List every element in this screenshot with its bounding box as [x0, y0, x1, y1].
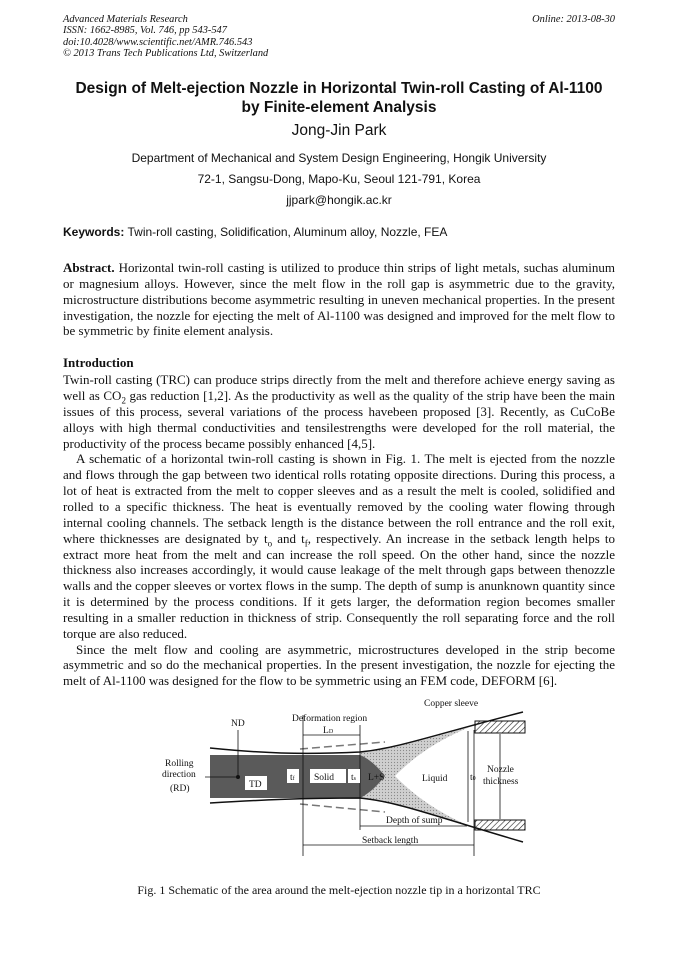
keywords-label: Keywords:	[63, 225, 125, 239]
label-thickness: thickness	[483, 777, 519, 788]
label-direction: direction	[162, 770, 196, 781]
text: gas reduction [1,2]. As the productivity as well as the quality of the strip have been the main issues of this process, several variations of the process havebeen proposed [3]. Recently, as CuCoBe alloys with high thermal conductivities and tensilestrengths were developed for the roll material, the productivity of the process became possibly enhanced [4,5].	[63, 388, 615, 451]
paper-title	[0, 80, 678, 117]
text: and t	[272, 530, 305, 546]
label-ts: ts	[351, 773, 356, 784]
online-date: Online: 2013-08-30	[532, 14, 615, 25]
label-l-plus-s: L+S	[368, 773, 385, 784]
intro-paragraph-2	[63, 451, 615, 641]
page-content	[0, 80, 678, 898]
subscript: 2	[121, 395, 126, 406]
label-liquid: Liquid	[422, 774, 448, 785]
subscript: f	[304, 538, 308, 549]
journal-meta	[63, 14, 268, 60]
affiliation: Department of Mechanical and System Design Engineering, Hongik University	[131, 151, 547, 165]
label-td: TD	[249, 780, 262, 791]
intro-paragraph-1	[63, 372, 615, 451]
copyright: © 2013 Trans Tech Publications Ltd, Switzerland	[63, 48, 269, 60]
author: Jong-Jin Park	[291, 122, 387, 139]
journal-name: Advanced Materials Research	[63, 14, 188, 25]
label-rolling: Rolling	[165, 759, 194, 770]
label-depth-of-sump: Depth of sump	[386, 816, 443, 827]
label-solid: Solid	[314, 773, 335, 784]
section-heading-introduction: Introduction	[63, 355, 134, 371]
nozzle-upper	[475, 721, 525, 733]
label-nd: ND	[231, 719, 245, 730]
email: jjpark@hongik.ac.kr	[286, 193, 392, 207]
title-line-1: Design of Melt-ejection Nozzle in Horizontal Twin-roll Casting of Al-1100	[75, 80, 603, 97]
label-tf: tf	[290, 773, 295, 784]
text: A schematic of a horizontal twin-roll casting is shown in Fig. 1. The melt is ejected from the nozzle and flows through the gap between two identical rolls rotating opposite directions. During this process, a lot of heat is extracted from the melt to copper sleeves and as a result the melt is cooled, solidified and rolled to a specific thickness. The heat is eventually removed by the cooling water flowing through internal cooling channels. The setback length is the distance between the roll entrance and the roll exit, where thicknesses are designated by t	[63, 451, 615, 546]
keywords-text: Twin-roll casting, Solidification, Aluminum alloy, Nozzle, FEA	[127, 225, 448, 239]
label-nozzle: Nozzle	[487, 765, 514, 776]
title-line-2: by Finite-element Analysis	[241, 98, 437, 116]
subscript: o	[267, 538, 273, 549]
intro-paragraph-3: Since the melt flow and cooling are asymmetric, microstructures developed in the strip become asymmetric and so do the mechanical properties. In the present investigation, the nozzle for ejecting the melt of Al-1100 was designed for the flow to be symmetric using an FEM code, DEFORM [6].	[63, 641, 615, 689]
label-deformation-region: Deformation region	[292, 714, 368, 725]
label-rd: (RD)	[170, 784, 190, 795]
issn: ISSN: 1662-8985, Vol. 746, pp 543-547	[63, 25, 227, 37]
label-t0: t0	[470, 773, 476, 784]
figure-caption: Fig. 1 Schematic of the area around the melt-ejection nozzle tip in a horizontal TRC	[137, 883, 541, 898]
abstract-label: Abstract.	[63, 260, 115, 275]
text: Twin-roll casting (TRC) can produce strips directly from the melt and therefore achieve energy saving as well as CO	[63, 372, 615, 404]
nozzle-lower	[475, 820, 525, 830]
figure-1	[0, 693, 678, 861]
abstract	[63, 260, 615, 339]
label-setback-length: Setback length	[362, 836, 419, 847]
text: , respectively. An increase in the setback length helps to extract more heat from the melt and can increase the roll speed. On the other hand, since the nozzle thickness also increases accordingly, it would cause leakage of the melt through gaps between thenozzle walls and the copper sleeves or vortex flows in the sump. The depth of sump is anunknown quantity since it is determined by the process conditions. If it gets larger, the deformation region becomes smaller resulting in a smaller reduction in thickness of strip. Consequently the roll separating force and the roll torque are also reduced.	[63, 530, 616, 641]
label-ld: LD	[323, 726, 334, 737]
address: 72-1, Sangsu-Dong, Mapo-Ku, Seoul 121-791, Korea	[197, 172, 481, 186]
keywords	[63, 225, 615, 240]
label-copper-sleeve: Copper sleeve	[424, 699, 479, 710]
doi: doi:10.4028/www.scientific.net/AMR.746.543	[63, 36, 253, 48]
figure-1-schematic	[150, 693, 550, 861]
abstract-text: Horizontal twin-roll casting is utilized to produce thin strips of light metals, suchas aluminum or magnesium alloys. However, since the melt flow in the roll gap is asymmetric due to the gravity, microstructure distributions become asymmetric resulting in uneven mechanical properties. In the present investigation, the nozzle for ejecting the melt of Al-1100 was designed and improved for the melt flow to be symmetric by finite element analysis.	[63, 260, 616, 339]
